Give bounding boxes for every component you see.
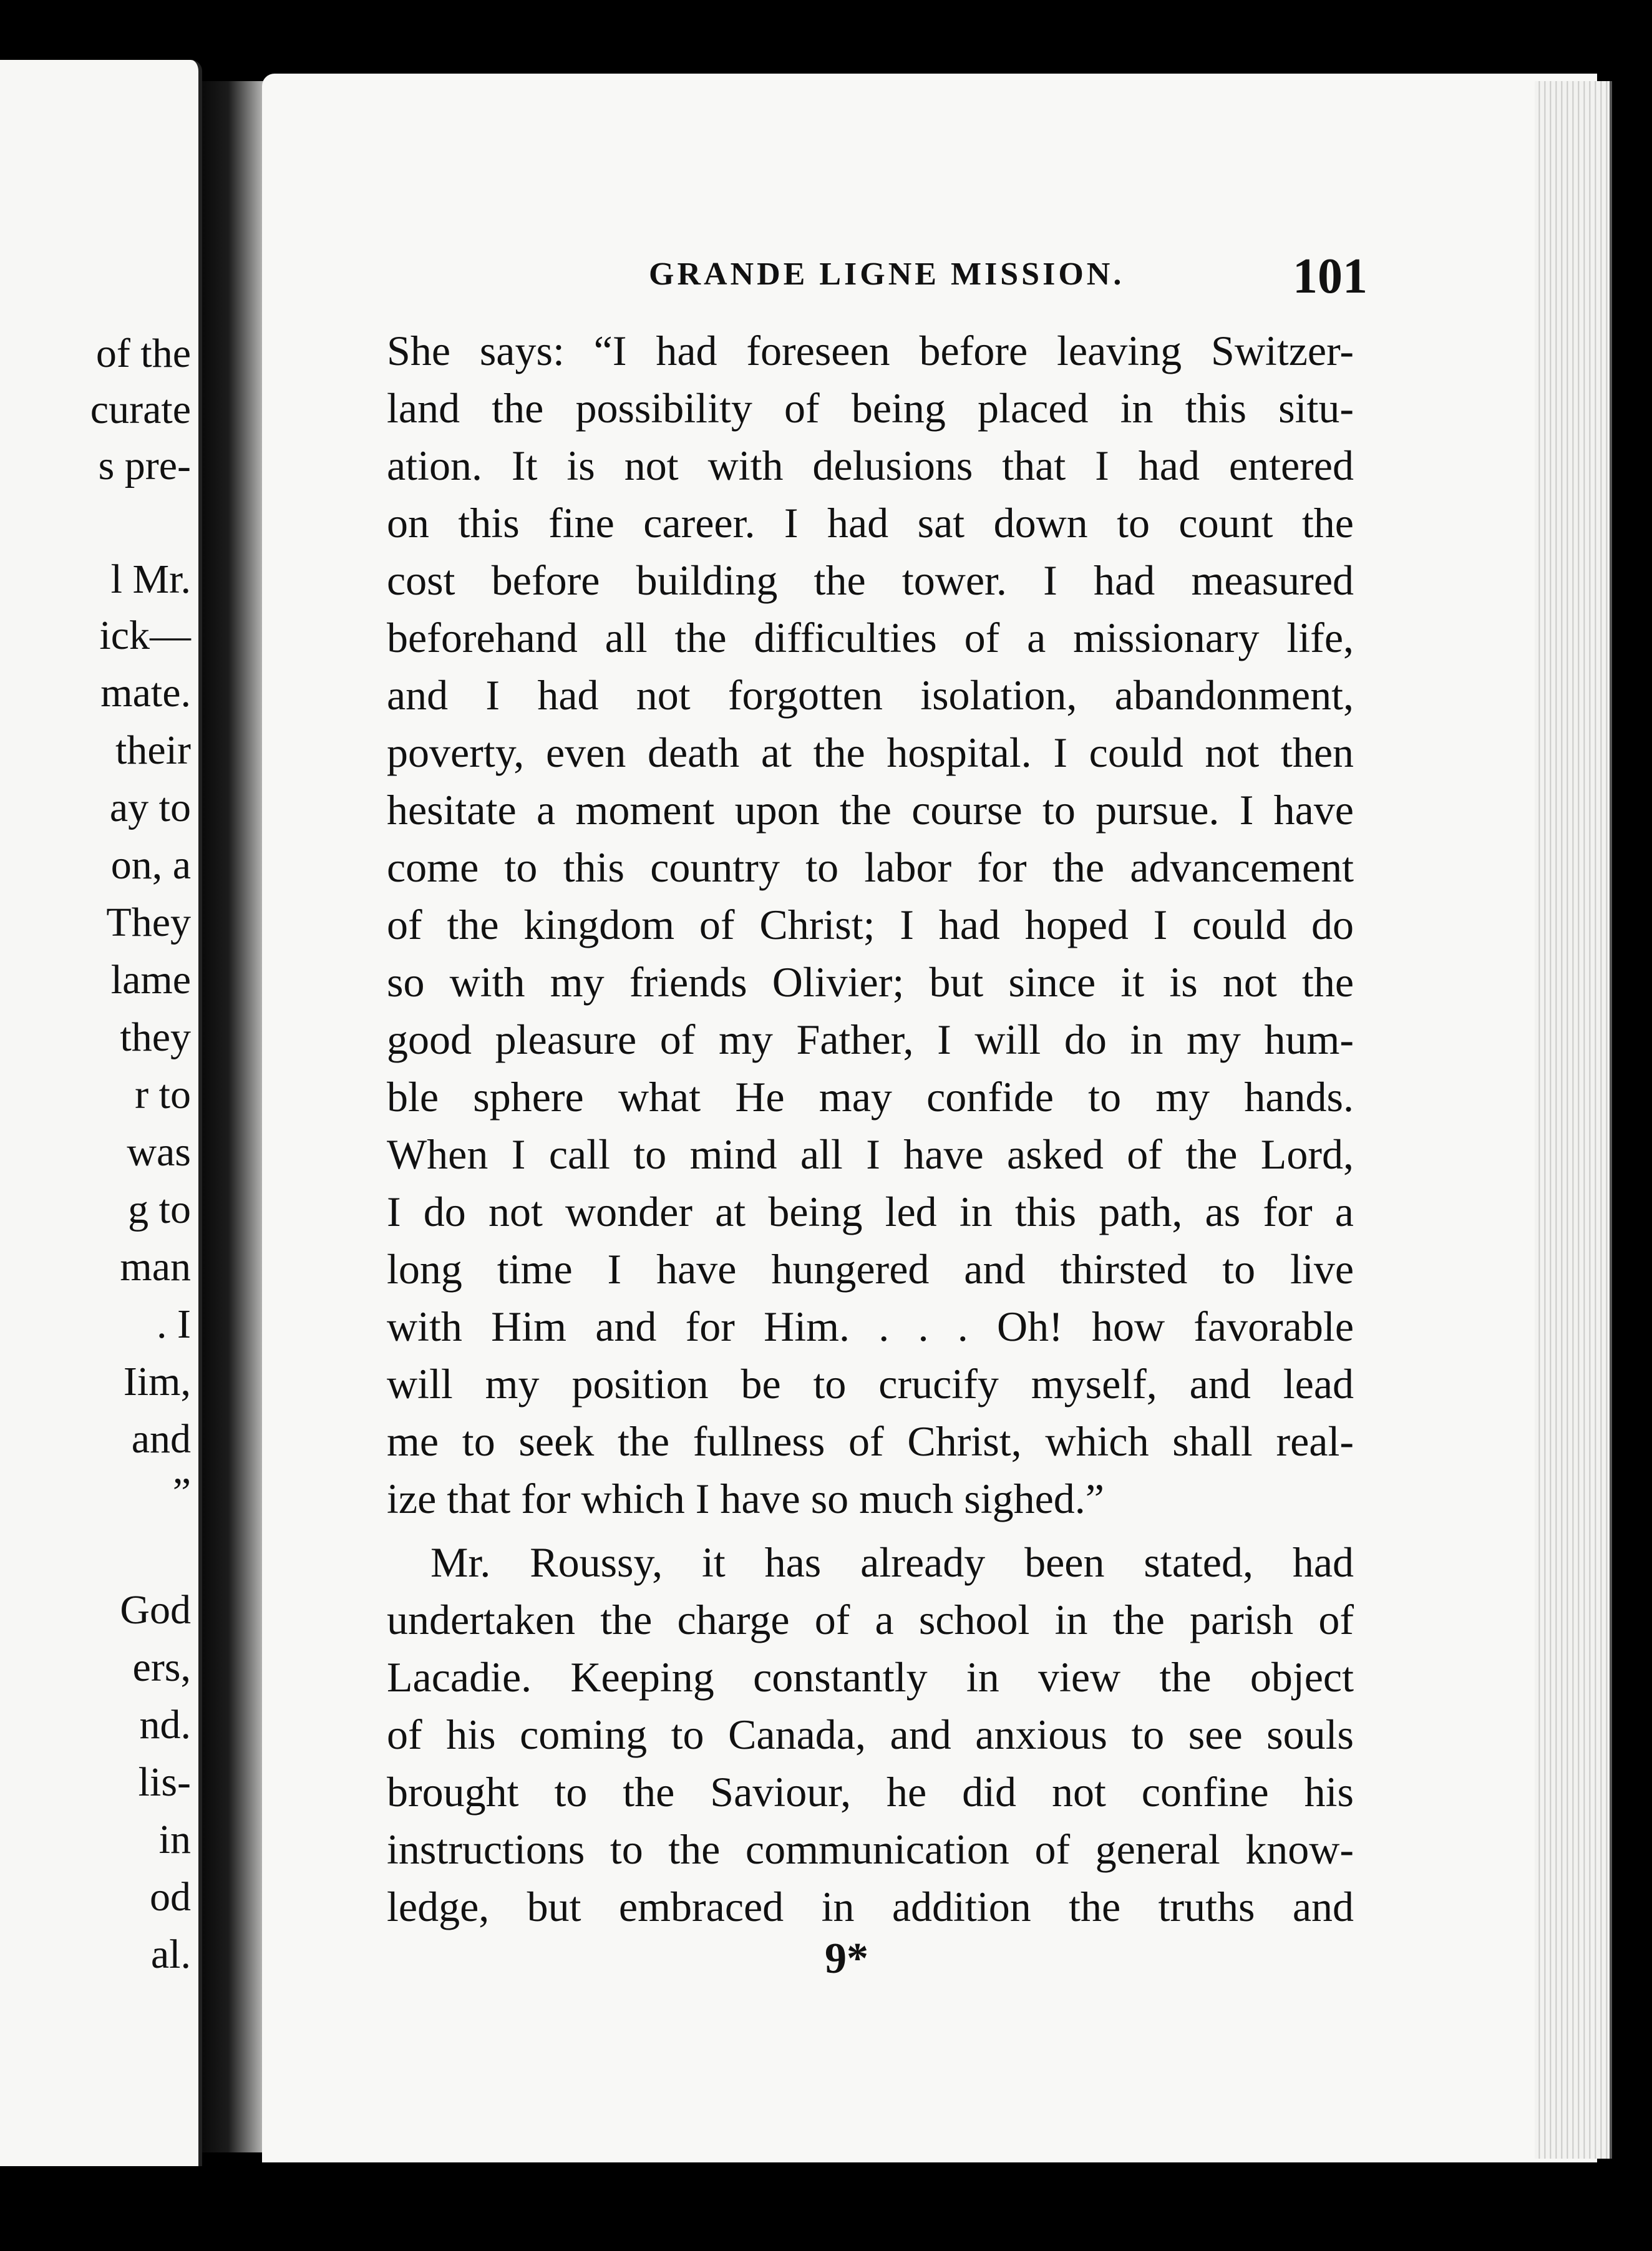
text-line: I do not wonder at being led in this path, as for a: [387, 1188, 1354, 1235]
left-page-line: and: [131, 1416, 191, 1462]
text-line: cost before building the tower. I had measured: [387, 557, 1354, 604]
text-line: will my position be to crucify myself, and lead: [387, 1360, 1354, 1407]
text-line: instructions to the communication of general know-: [387, 1826, 1354, 1873]
left-page-line: of the: [95, 331, 191, 376]
text-line: with Him and for Him. . . . Oh! how favorable: [387, 1303, 1354, 1350]
left-page-line: s pre-: [98, 443, 191, 489]
left-page-line: Iim,: [123, 1359, 191, 1404]
left-page-line: nd.: [139, 1702, 191, 1748]
left-page-line: ay to: [109, 785, 191, 830]
text-line: of his coming to Canada, and anxious to see souls: [387, 1711, 1354, 1758]
left-page-line: r to: [135, 1072, 191, 1117]
text-line: undertaken the charge of a school in the parish of: [387, 1596, 1354, 1643]
left-page-line: lis-: [138, 1759, 191, 1805]
text-line: ation. It is not with delusions that I had entered: [387, 442, 1354, 489]
page-edges: [1535, 81, 1612, 2159]
text-line: ledge, but embraced in addition the truths and: [387, 1883, 1354, 1930]
text-line: land the possibility of being placed in this situ-: [387, 384, 1354, 432]
text-line: She says: “I had foreseen before leaving Switzer-: [387, 327, 1354, 374]
left-page-line: lame: [110, 957, 191, 1003]
text-line: me to seek the fullness of Christ, which shall real-: [387, 1417, 1354, 1465]
text-line: so with my friends Olivier; but since it is not the: [387, 958, 1354, 1006]
left-page-line: curate: [90, 387, 191, 432]
left-page-line: ick—: [99, 613, 191, 658]
page-number: 101: [1293, 249, 1368, 304]
text-line: poverty, even death at the hospital. I could not then: [387, 729, 1354, 776]
text-line: hesitate a moment upon the course to pursue. I have: [387, 786, 1354, 834]
left-page-line: They: [106, 900, 191, 945]
text-line: on this fine career. I had sat down to count the: [387, 499, 1354, 547]
left-page: [0, 60, 202, 2166]
left-page-line: mate.: [100, 670, 191, 716]
left-page-line: l Mr.: [110, 557, 191, 602]
left-page-line: g to: [128, 1187, 191, 1232]
signature-mark: 9*: [825, 1935, 868, 1983]
text-line: ble sphere what He may confide to my hands.: [387, 1073, 1354, 1121]
left-page-line: they: [120, 1014, 191, 1060]
left-page-line: was: [127, 1129, 191, 1175]
text-line: When I call to mind all I have asked of the Lord,: [387, 1130, 1354, 1178]
text-line: brought to the Saviour, he did not confine his: [387, 1768, 1354, 1816]
text-line: Mr. Roussy, it has already been stated, had: [430, 1539, 1354, 1586]
text-line: and I had not forgotten isolation, abandonment,: [387, 671, 1354, 719]
text-line: long time I have hungered and thirsted to live: [387, 1245, 1354, 1293]
left-page-line: God: [120, 1587, 191, 1633]
left-page-line: their: [115, 727, 191, 773]
left-page-line: ”: [172, 1470, 191, 1515]
text-line: beforehand all the difficulties of a missionary life,: [387, 614, 1354, 661]
left-page-line: al.: [150, 1932, 191, 1977]
left-page-line: on, a: [110, 842, 191, 888]
text-line: of the kingdom of Christ; I had hoped I could do: [387, 901, 1354, 948]
text-line: come to this country to labor for the advancement: [387, 844, 1354, 891]
left-page-line: ers,: [132, 1645, 191, 1690]
left-page-line: od: [150, 1874, 191, 1920]
left-page-line: . I: [157, 1301, 191, 1347]
running-head: GRANDE LIGNE MISSION.: [649, 256, 1125, 292]
text-line: good pleasure of my Father, I will do in my hum-: [387, 1016, 1354, 1063]
left-page-line: man: [120, 1244, 191, 1290]
left-page-line: in: [158, 1817, 191, 1862]
text-line: Lacadie. Keeping constantly in view the object: [387, 1653, 1354, 1701]
text-line: ize that for which I have so much sighed.”: [387, 1475, 1104, 1522]
